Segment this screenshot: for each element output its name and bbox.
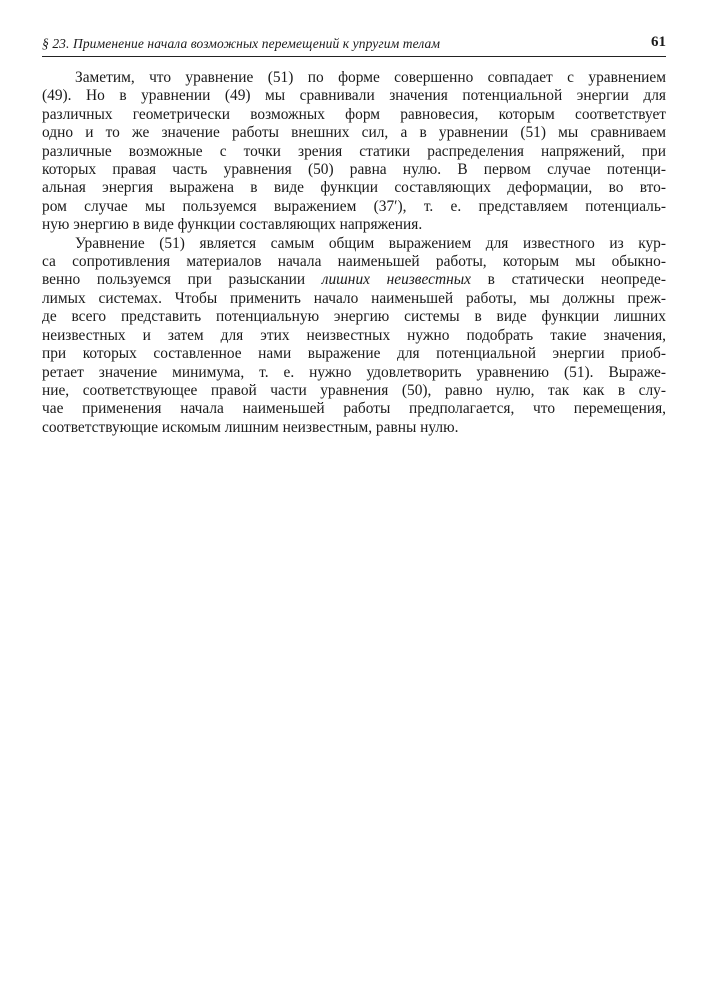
text-line: Заметим, что уравнение (51) по форме совершенно совпадает с уравнением xyxy=(75,69,666,86)
page-number: 61 xyxy=(651,34,666,50)
text-line: чае применения начала наименьшей работы предполагается, что перемещения, xyxy=(42,400,666,418)
text-line: соответствующие искомым лишним неизвестным, равны нулю. xyxy=(42,418,459,436)
text-line: ром случае мы пользуемся выражением (37′), т. е. представляем потенциаль- xyxy=(42,197,666,215)
text-line: де всего представить потенциальную энергию системы в виде функции лишних xyxy=(42,308,666,326)
text-line: различных геометрически возможных форм равновесия, которым соответствует xyxy=(42,105,666,123)
text-segment: в статически неопреде- xyxy=(470,271,666,289)
text-line: ретает значение минимума, т. е. нужно удовлетворить уравнению (51). Выраже- xyxy=(42,363,666,381)
text-line: Уравнение (51) является самым общим выражением для известного из кур- xyxy=(75,234,666,252)
text-line: (49). Но в уравнении (49) мы сравнивали значения потенциальной энергии для xyxy=(42,87,666,105)
text-line: одно и то же значение работы внешних сил, а в уравнении (51) мы сравниваем xyxy=(42,124,666,142)
text-line: са сопротивления материалов начала наименьшей работы, которым мы обыкно- xyxy=(42,253,666,271)
paragraph-2 xyxy=(42,235,666,437)
text-line: альная энергия выражена в виде функции составляющих деформации, во вто- xyxy=(42,179,666,197)
text-line: ную энергию в виде функции составляющих напряжения. xyxy=(42,216,423,234)
text-line: лимых системах. Чтобы применить начало наименьшей работы, мы должны преж- xyxy=(42,289,666,307)
running-title: § 23. Применение начала возможных перемещений к упругим телам xyxy=(42,36,441,51)
text-line-with-emphasis xyxy=(42,271,666,289)
running-header xyxy=(42,30,666,57)
body-text xyxy=(42,69,666,437)
text-line: ние, соответствующее правой части уравнения (50), равно нулю, так как в слу- xyxy=(42,381,666,399)
text-segment: венно пользуемся при разыскании xyxy=(42,271,322,289)
text-line: которых правая часть уравнения (50) равна нулю. В первом случае потенци- xyxy=(42,161,666,179)
text-line: при которых составленное нами выражение для потенциальной энергии приоб- xyxy=(42,345,666,363)
text-line: неизвестных и затем для этих неизвестных нужно подобрать такие значения, xyxy=(42,326,666,344)
emphasis-text: лишних неизвестных xyxy=(321,271,471,289)
document-page xyxy=(42,30,666,437)
paragraph-1 xyxy=(42,69,666,235)
text-line: различные возможные с точки зрения статики распределения напряжений, при xyxy=(42,142,666,160)
